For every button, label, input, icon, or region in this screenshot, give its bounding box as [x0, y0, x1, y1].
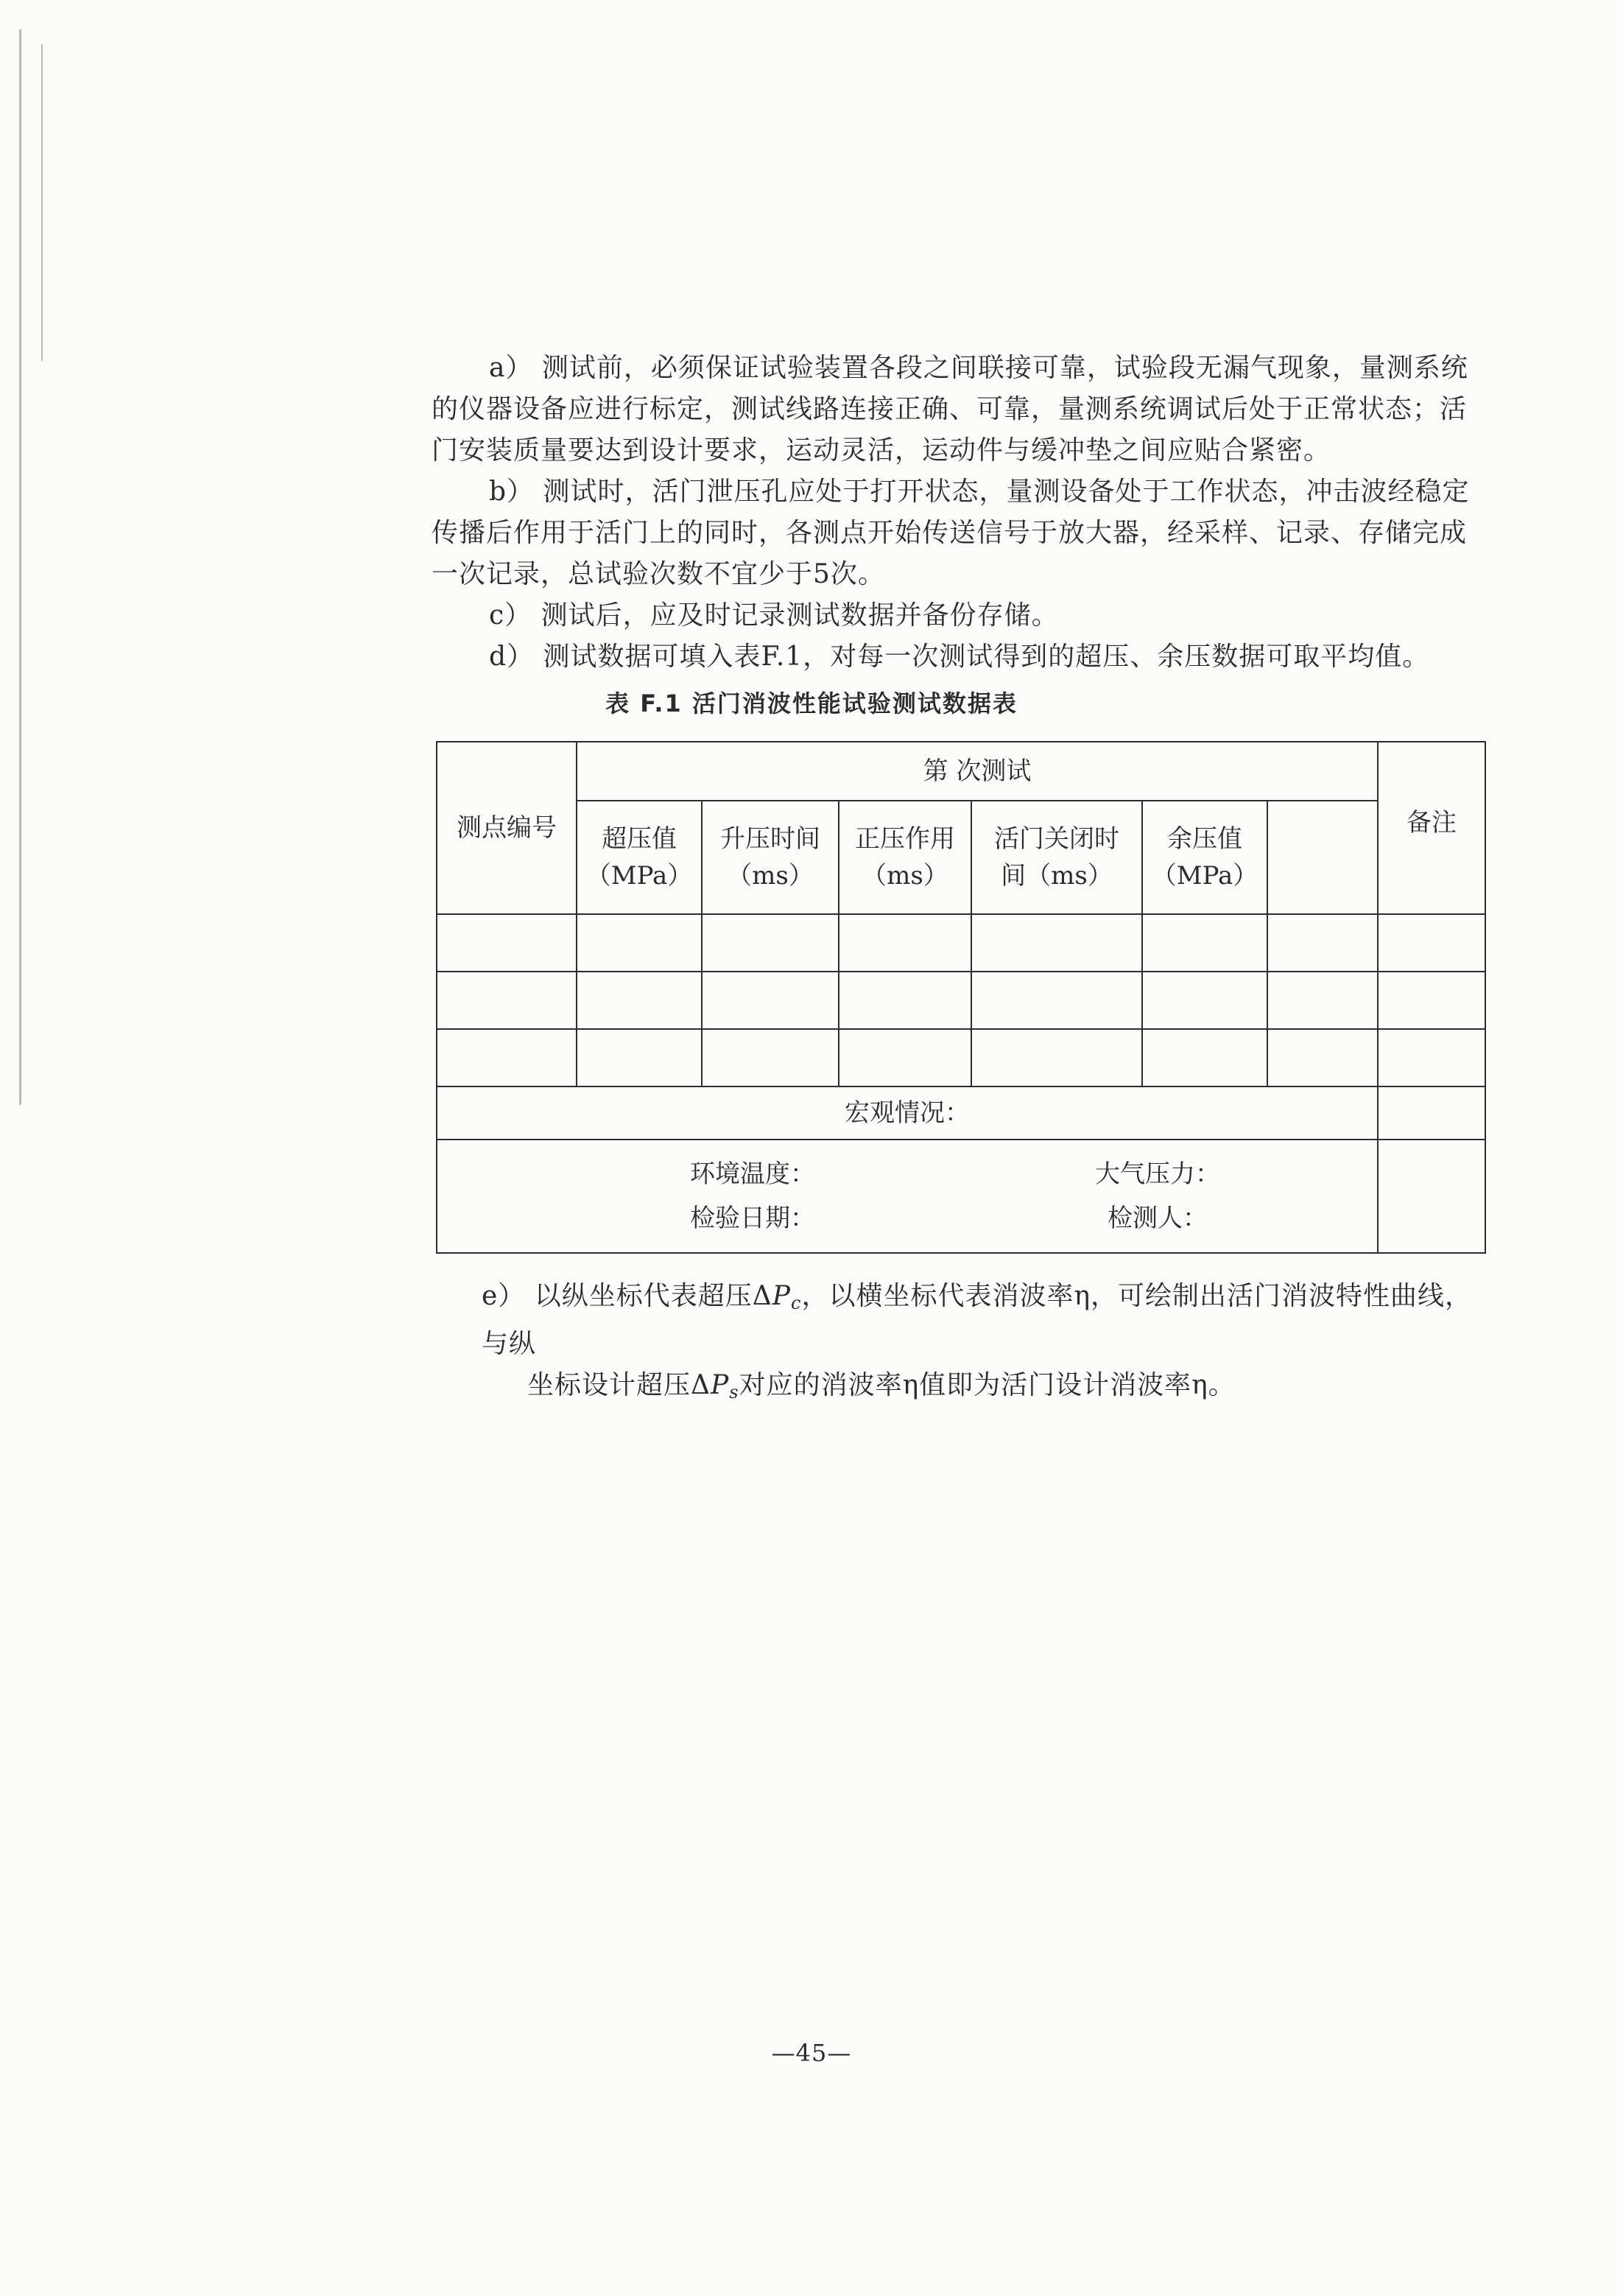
inspection-date-label: 检验日期：: [690, 1204, 815, 1233]
table-cell[interactable]: [1142, 914, 1267, 972]
table-row: [437, 1029, 1485, 1086]
table-cell[interactable]: [839, 1029, 971, 1086]
paragraph-a: a） 测试前，必须保证试验装置各段之间联接可靠，试验段无漏气现象，量测系统的仪器设备应进行标定，测试线路连接正确、可靠，量测系统调试后处于正常状态；活门安装质量要达到设计要求，运动灵活，运动件与缓冲垫之间应贴合紧密。: [432, 353, 1468, 466]
paragraph-d: d） 测试数据可填入表F.1，对每一次测试得到的超压、余压数据可取平均值。: [489, 642, 1430, 672]
macro-situation-label: 宏观情况：: [437, 1086, 1378, 1140]
table-cell[interactable]: [702, 914, 839, 972]
table-row: [437, 914, 1485, 972]
table-cell[interactable]: [971, 1029, 1142, 1086]
table-title: 表 F.1 活门消波性能试验测试数据表: [605, 689, 1018, 717]
scan-edge-line: [41, 44, 43, 361]
table-cell[interactable]: [1267, 1029, 1378, 1086]
table-cell[interactable]: [1378, 914, 1485, 972]
env-temperature-label: 环境温度：: [690, 1159, 815, 1189]
table-cell[interactable]: [577, 972, 702, 1029]
header-test-round: 第 次测试: [577, 742, 1378, 801]
table-cell[interactable]: [1378, 1029, 1485, 1086]
table-cell[interactable]: [702, 972, 839, 1029]
paragraph-c: c） 测试后，应及时记录测试数据并备份存储。: [489, 600, 1059, 631]
table-cell[interactable]: [1378, 972, 1485, 1029]
header-valve-close-time: 活门关闭时 间（ms）: [971, 801, 1142, 914]
table-cell[interactable]: [839, 914, 971, 972]
header-positive-duration: 正压作用 （ms）: [839, 801, 971, 914]
paragraph-e: e） 以纵坐标代表超压$\Delta P_c$，以横坐标代表消波率η，可绘制出活门消波特性曲线，与纵 坐标设计超压$\Delta P_s$对应的消波率η值即为活门设计消波率η。: [482, 1281, 1473, 1402]
header-overpressure: 超压值 （MPa）: [577, 801, 702, 914]
header-remark: 备注: [1378, 742, 1485, 914]
table-cell[interactable]: [577, 1029, 702, 1086]
table-cell[interactable]: [577, 914, 702, 972]
env-pressure-label: 大气压力：: [1095, 1159, 1220, 1189]
environment-remark-cell[interactable]: [1378, 1140, 1485, 1253]
table-cell[interactable]: [437, 972, 577, 1029]
table-cell[interactable]: [702, 1029, 839, 1086]
scan-edge-line: [19, 29, 21, 1105]
header-point-number: 测点编号: [437, 742, 577, 914]
macro-remark-cell[interactable]: [1378, 1086, 1485, 1140]
header-rise-time: 升压时间 （ms）: [702, 801, 839, 914]
header-blank: [1267, 801, 1378, 914]
inspector-label: 检测人：: [1108, 1204, 1208, 1233]
table-cell[interactable]: [1267, 914, 1378, 972]
paragraph-b: b） 测试时，活门泄压孔应处于打开状态，量测设备处于工作状态，冲击波经稳定传播后作用于活门上的同时，各测点开始传送信号于放大器，经采样、记录、存储完成一次记录，总试验次数不宜少于5次。: [432, 477, 1470, 589]
table-cell[interactable]: [839, 972, 971, 1029]
table-cell[interactable]: [1142, 1029, 1267, 1086]
page-number: —45—: [771, 2039, 852, 2067]
table-cell[interactable]: [971, 914, 1142, 972]
table-cell[interactable]: [437, 1029, 577, 1086]
table-cell[interactable]: [437, 914, 577, 972]
test-data-table: [436, 741, 1486, 1254]
table-cell[interactable]: [971, 972, 1142, 1029]
environment-info: [437, 1140, 1378, 1253]
table-cell[interactable]: [1267, 972, 1378, 1029]
table-cell[interactable]: [1142, 972, 1267, 1029]
table-row: [437, 972, 1485, 1029]
header-residual-pressure: 余压值 （MPa）: [1142, 801, 1267, 914]
